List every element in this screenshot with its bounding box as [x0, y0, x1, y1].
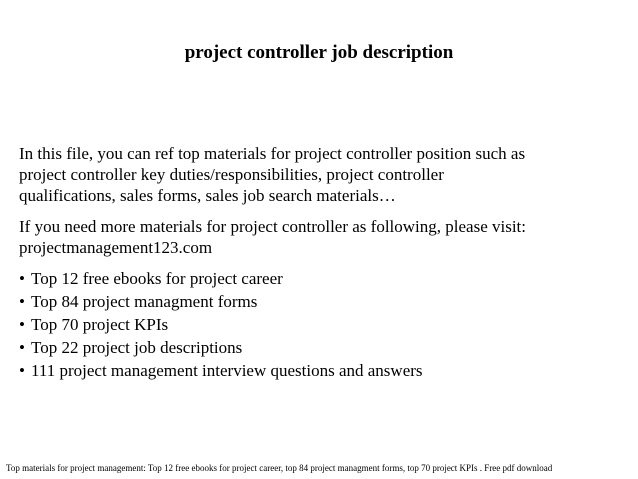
- website-link[interactable]: projectmanagement123.com: [19, 238, 213, 257]
- intro-line: project controller key duties/responsibilities, project controller: [19, 165, 444, 184]
- bullet-icon: •: [19, 338, 25, 357]
- footer-caption: Top materials for project management: Top 12 free ebooks for project career, top 84 project managment forms, top 70 project KPIs . Free pdf download: [6, 463, 553, 473]
- intro-paragraph: [19, 143, 629, 206]
- list-item: [19, 268, 629, 289]
- list-item-text: 111 project management interview questions and answers: [31, 361, 423, 380]
- bullet-icon: •: [19, 361, 25, 380]
- bullet-icon: •: [19, 269, 25, 288]
- list-item: [19, 360, 629, 381]
- intro-line: In this file, you can ref top materials for project controller position such as: [19, 144, 526, 163]
- bullet-icon: •: [19, 292, 25, 311]
- list-item-text: Top 84 project managment forms: [31, 292, 258, 311]
- slide-body: [19, 143, 629, 383]
- materials-list: [19, 268, 629, 381]
- slide-title: project controller job description: [184, 42, 454, 63]
- intro-line: qualifications, sales forms, sales job search materials…: [19, 186, 396, 205]
- list-item: [19, 314, 629, 335]
- more-materials-paragraph: [19, 216, 629, 258]
- more-materials-line: If you need more materials for project controller as following, please visit:: [19, 217, 527, 236]
- list-item: [19, 337, 629, 358]
- list-item-text: Top 12 free ebooks for project career: [31, 269, 283, 288]
- list-item-text: Top 22 project job descriptions: [31, 338, 243, 357]
- bullet-icon: •: [19, 315, 25, 334]
- list-item-text: Top 70 project KPIs: [31, 315, 169, 334]
- list-item: [19, 291, 629, 312]
